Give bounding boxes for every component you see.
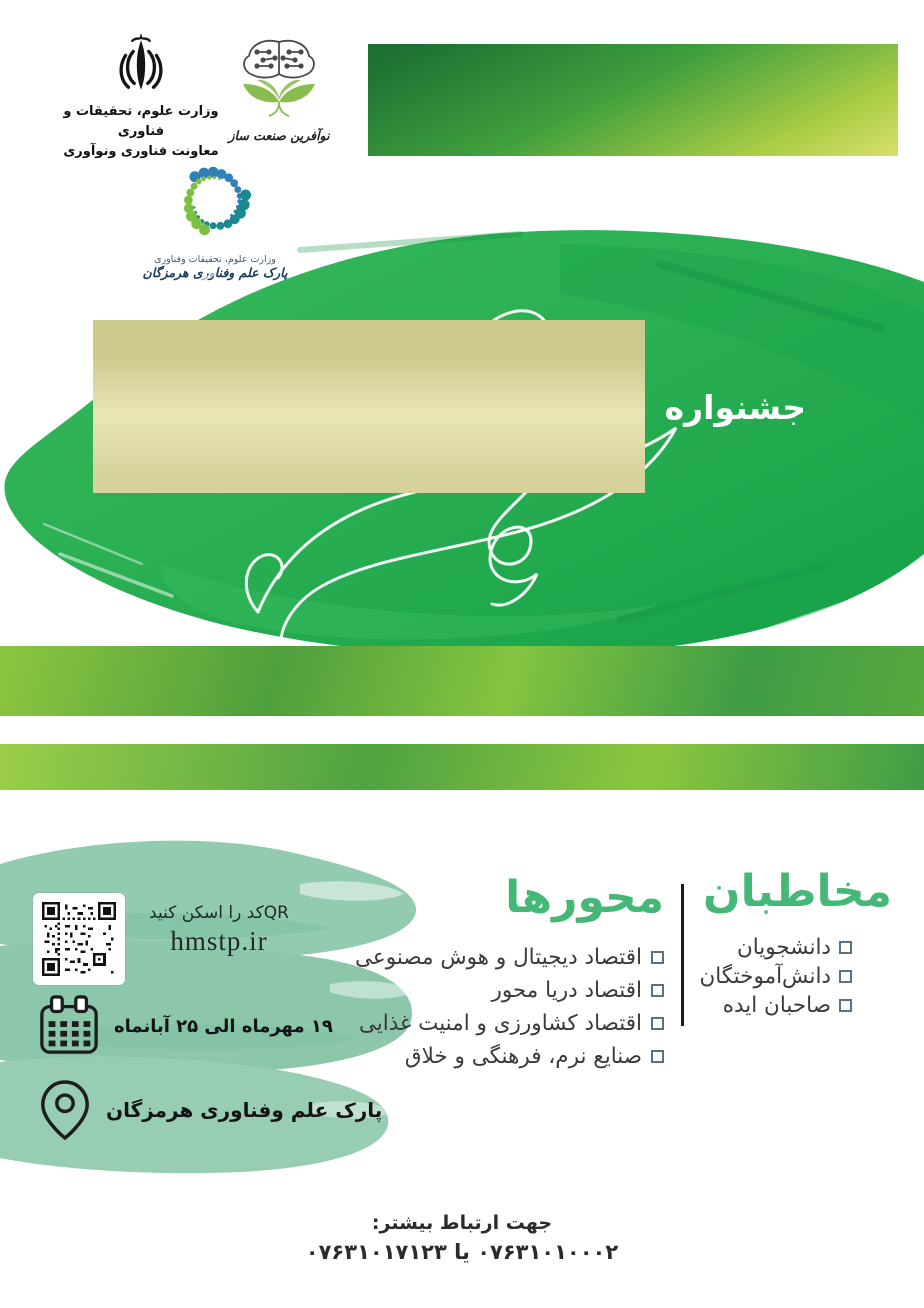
slogan-calligraphy — [368, 44, 898, 156]
topic-item — [298, 941, 664, 974]
ministry-logo-line1: وزارت علوم، تحقیقات و فناوری — [63, 104, 219, 140]
audience-heading: مخاطبان — [703, 866, 892, 917]
green-brush-banner — [0, 224, 924, 656]
square-bullet-icon — [839, 970, 852, 983]
topics-heading: محورها — [505, 872, 664, 923]
ministry-logo-line2: معاونت فناوری ونوآوری — [63, 144, 219, 160]
venue-name: پارک علم وفناوری هرمزگان — [106, 1098, 383, 1122]
event-dates: ۱۹ مهرماه الی ۲۵ آبانماه — [114, 1015, 333, 1037]
qr-caption: QRکد را اسکن کنید — [149, 903, 289, 923]
venue-row — [38, 1078, 382, 1142]
topic-item — [298, 1040, 664, 1073]
square-bullet-icon — [839, 999, 852, 1012]
iran-emblem-icon — [112, 34, 170, 96]
park-logo-line2: پارک علم وفناوری هرمزگان — [142, 265, 288, 280]
qr-caption-block — [126, 903, 312, 957]
calendar-icon — [38, 994, 100, 1058]
contact-block — [0, 1212, 924, 1264]
audience-item-label: دانش‌آموختگان — [699, 964, 831, 989]
qr-code — [33, 893, 125, 985]
topic-item-label: اقتصاد دریا محور — [491, 978, 642, 1003]
qr-url: hmstp.ir — [170, 926, 268, 956]
festival-label: جشنواره — [664, 388, 806, 427]
audience-item — [700, 933, 852, 962]
park-logo-line1: وزارت علوم، تحقیقات وفناوری — [154, 254, 276, 265]
festival-title-block — [93, 320, 806, 493]
audience-item-label: دانشجویان — [736, 935, 831, 960]
audience-item — [700, 991, 852, 1020]
square-bullet-icon — [651, 951, 664, 964]
square-bullet-icon — [651, 984, 664, 997]
topics-section — [298, 872, 664, 1073]
topic-item-label: صنایع نرم، فرهنگی و خلاق — [404, 1044, 642, 1069]
topic-item-label: اقتصاد کشاورزی و امنیت غذایی — [358, 1011, 642, 1036]
topic-item-label: اقتصاد دیجیتال و هوش مصنوعی — [354, 945, 642, 970]
square-bullet-icon — [839, 941, 852, 954]
qr-pattern-icon — [42, 902, 116, 976]
topics-list — [298, 941, 664, 1073]
contact-phones: ۰۷۶۳۱۰۱۰۰۰۲ یا ۰۷۶۳۱۰۱۷۱۲۳ — [305, 1240, 619, 1264]
brain-circuit-leaves-icon — [235, 36, 323, 122]
festival-name — [93, 320, 645, 493]
ministry-logo — [52, 34, 230, 162]
location-pin-icon — [38, 1078, 92, 1142]
square-bullet-icon — [651, 1050, 664, 1063]
contact-label: جهت ارتباط بیشتر: — [371, 1212, 553, 1234]
audience-list — [700, 933, 892, 1020]
poster-main-title — [0, 646, 924, 716]
date-row — [38, 994, 333, 1058]
audience-item-label: صاحبان ایده — [722, 993, 831, 1018]
topic-item — [298, 1007, 664, 1040]
topic-item — [298, 974, 664, 1007]
audience-item — [700, 962, 852, 991]
poster-subtitle — [0, 744, 924, 790]
audience-section — [700, 866, 892, 1020]
square-bullet-icon — [651, 1017, 664, 1030]
column-divider — [681, 884, 684, 1026]
noafarin-logo — [224, 36, 334, 143]
noafarin-logo-caption: نوآفرین صنعت ساز — [228, 128, 330, 143]
